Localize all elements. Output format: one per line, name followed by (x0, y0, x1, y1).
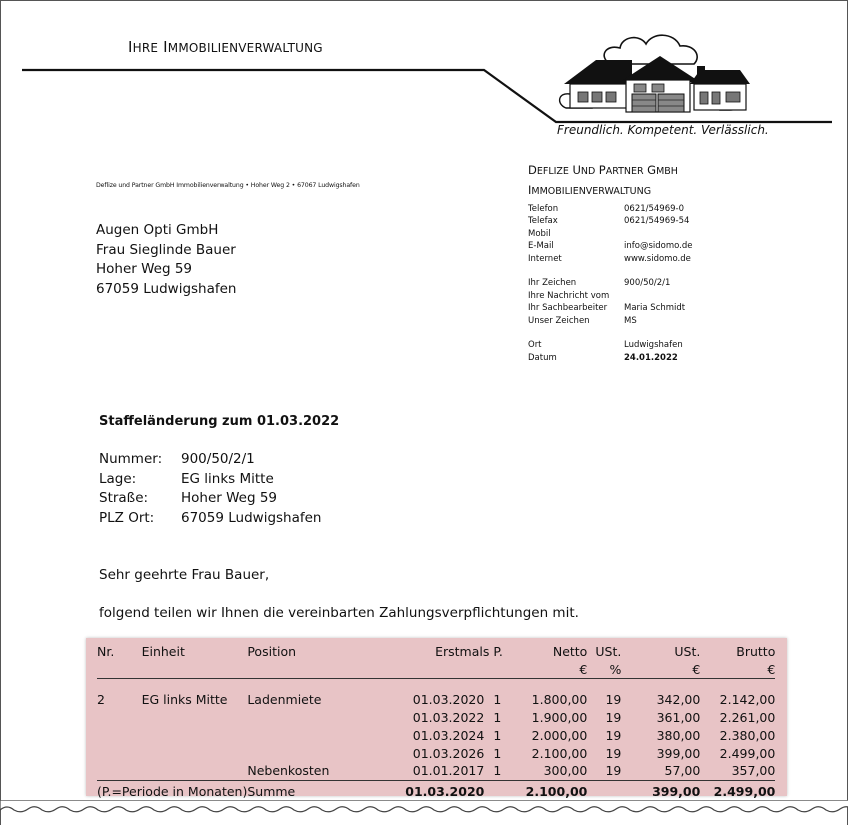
property-facts (99, 450, 321, 528)
row-nr (97, 709, 142, 727)
intro-text: folgend teilen wir Ihnen die vereinbarten Zahlungsverpflichtungen mit. (99, 605, 579, 621)
table-row (97, 745, 775, 763)
header-ust-pct: USt. (595, 644, 622, 659)
slogan: Freundlich. Kompetent. Verlässlich. (557, 123, 769, 137)
row-p: 1 (493, 745, 502, 761)
row-ust-pct: 19 (605, 745, 622, 761)
table-row (97, 762, 775, 780)
row-position (247, 727, 347, 745)
row-ust: 380,00 (656, 727, 701, 743)
mobil-value (624, 228, 693, 240)
ort-label: Ort (528, 340, 542, 351)
row-ust-pct: 19 (605, 727, 622, 743)
unser-zeichen-value: MS (624, 315, 637, 326)
organisation-name (528, 161, 678, 201)
mobil-label: Mobil (528, 228, 551, 239)
header-position: Position (247, 644, 297, 659)
header-netto: Netto (552, 644, 588, 659)
strasse-label: Straße: (99, 490, 149, 506)
telefon-label: Telefon (528, 204, 559, 214)
row-netto: 1.800,00 (531, 692, 588, 708)
recipient-contact: Frau Sieglinde Bauer (96, 241, 236, 258)
table-row (97, 709, 775, 727)
sum-erstmals: 01.03.2020 (347, 780, 493, 802)
organisation-subtitle: IMMOBILIENVERWALTUNG (528, 183, 652, 197)
unit-ust-pct: % (587, 661, 625, 679)
table-row (97, 727, 775, 745)
nummer-label: Nummer: (99, 451, 163, 467)
table-unit-row (97, 661, 775, 679)
row-netto: 2.100,00 (531, 745, 588, 761)
header-ust: USt. (674, 644, 701, 659)
row-ust: 57,00 (664, 763, 701, 779)
internet-label: Internet (528, 253, 562, 264)
ihr-zeichen-value: 900/50/2/1 (624, 278, 671, 289)
ihr-zeichen-label: Ihr Zeichen (528, 278, 577, 289)
row-p: 1 (493, 692, 502, 708)
salutation: Sehr geehrte Frau Bauer, (99, 567, 270, 583)
unser-zeichen-label: Unser Zeichen (528, 315, 590, 326)
row-p: 1 (493, 727, 502, 743)
recipient-address (96, 221, 236, 299)
sender-address-line: Deflize und Partner GmbH Immobilienverwaltung • Hoher Weg 2 • 67067 Ludwigshafen (96, 182, 360, 189)
row-brutto: 2.261,00 (719, 710, 776, 726)
recipient-company: Augen Opti GmbH (96, 222, 219, 238)
row-position: Ladenmiete (247, 692, 322, 708)
payment-table (97, 643, 775, 804)
table-header-row (97, 643, 775, 661)
ort-value: Ludwigshafen (624, 340, 683, 351)
row-nr (97, 745, 142, 763)
header-brutto: Brutto (736, 644, 776, 659)
contact-info-table (528, 203, 693, 364)
header-erstmals: Erstmals (435, 644, 490, 659)
unit-brutto: € (700, 661, 775, 679)
row-nr (97, 762, 142, 780)
recipient-street: Hoher Weg 59 (96, 261, 193, 277)
row-netto: 2.000,00 (531, 727, 588, 743)
torn-page-edge (0, 800, 848, 826)
row-einheit (142, 727, 248, 745)
row-ust-pct: 19 (605, 692, 622, 708)
row-netto: 1.900,00 (531, 710, 588, 726)
plzort-label: PLZ Ort: (99, 509, 155, 526)
ihre-nachricht-label: Ihre Nachricht vom (528, 290, 610, 301)
row-nr (97, 727, 142, 745)
header-p: P. (493, 644, 503, 659)
internet-value: www.sidomo.de (624, 253, 691, 264)
row-brutto: 2.142,00 (719, 692, 776, 708)
sum-label: Summe (247, 780, 347, 802)
row-brutto: 2.380,00 (719, 727, 776, 743)
row-einheit (142, 709, 248, 727)
row-ust-pct: 19 (605, 763, 622, 779)
row-ust: 361,00 (656, 710, 701, 726)
row-ust-pct: 19 (605, 710, 622, 726)
row-position: Nebenkosten (247, 763, 330, 779)
sachbearbeiter-value: Maria Schmidt (624, 303, 686, 314)
row-erstmals: 01.03.2026 (412, 745, 485, 761)
organisation-title: DEFLIZE UND PARTNER GMBH (528, 163, 678, 177)
letter-subject: Staffeländerung zum 01.03.2022 (99, 414, 340, 429)
unit-ust: € (625, 661, 700, 679)
sum-brutto: 2.499,00 (700, 780, 775, 802)
row-erstmals: 01.03.2020 (412, 692, 485, 708)
row-brutto: 357,00 (731, 763, 776, 779)
table-sum-row (97, 780, 775, 802)
row-p: 1 (493, 763, 502, 779)
recipient-city: 67059 Ludwigshafen (96, 280, 237, 297)
sum-note: (P.=Periode in Monaten) (97, 780, 247, 802)
house-logo-icon (560, 35, 750, 112)
lage-value: EG links Mitte (181, 470, 274, 487)
email-label: E-Mail (528, 241, 554, 252)
row-einheit (142, 762, 248, 780)
telefax-label: Telefax (528, 216, 558, 227)
telefax-value: 0621/54969-54 (624, 216, 690, 227)
telefon-value: 0621/54969-0 (624, 204, 685, 214)
ihre-nachricht-value (624, 290, 693, 302)
table-row (97, 691, 775, 709)
datum-value: 24.01.2022 (624, 352, 678, 363)
sum-ust: 399,00 (625, 780, 700, 802)
row-einheit (142, 745, 248, 763)
row-position (247, 745, 347, 763)
lage-label: Lage: (99, 470, 137, 487)
email-value: info@sidomo.de (624, 241, 693, 252)
row-position (247, 709, 347, 727)
unit-netto: € (515, 661, 587, 679)
row-p: 1 (493, 710, 502, 726)
header-einheit: Einheit (141, 644, 185, 659)
plzort-value: 67059 Ludwigshafen (181, 509, 322, 526)
sum-netto: 2.100,00 (515, 780, 587, 802)
row-netto: 300,00 (543, 763, 588, 779)
row-erstmals: 01.03.2022 (412, 710, 485, 726)
datum-label: Datum (528, 352, 557, 363)
company-name: IHRE IMMOBILIENVERWALTUNG (128, 38, 323, 56)
row-erstmals: 01.01.2017 (412, 763, 485, 779)
row-einheit: EG links Mitte (141, 692, 228, 708)
row-ust: 342,00 (656, 692, 701, 708)
row-brutto: 2.499,00 (719, 745, 776, 761)
sachbearbeiter-label: Ihr Sachbearbeiter (528, 303, 608, 314)
nummer-value: 900/50/2/1 (181, 451, 255, 467)
row-erstmals: 01.03.2024 (412, 727, 485, 743)
row-ust: 399,00 (656, 745, 701, 761)
strasse-value: Hoher Weg 59 (181, 490, 278, 506)
header-nr: Nr. (97, 644, 115, 659)
row-nr: 2 (97, 692, 105, 708)
